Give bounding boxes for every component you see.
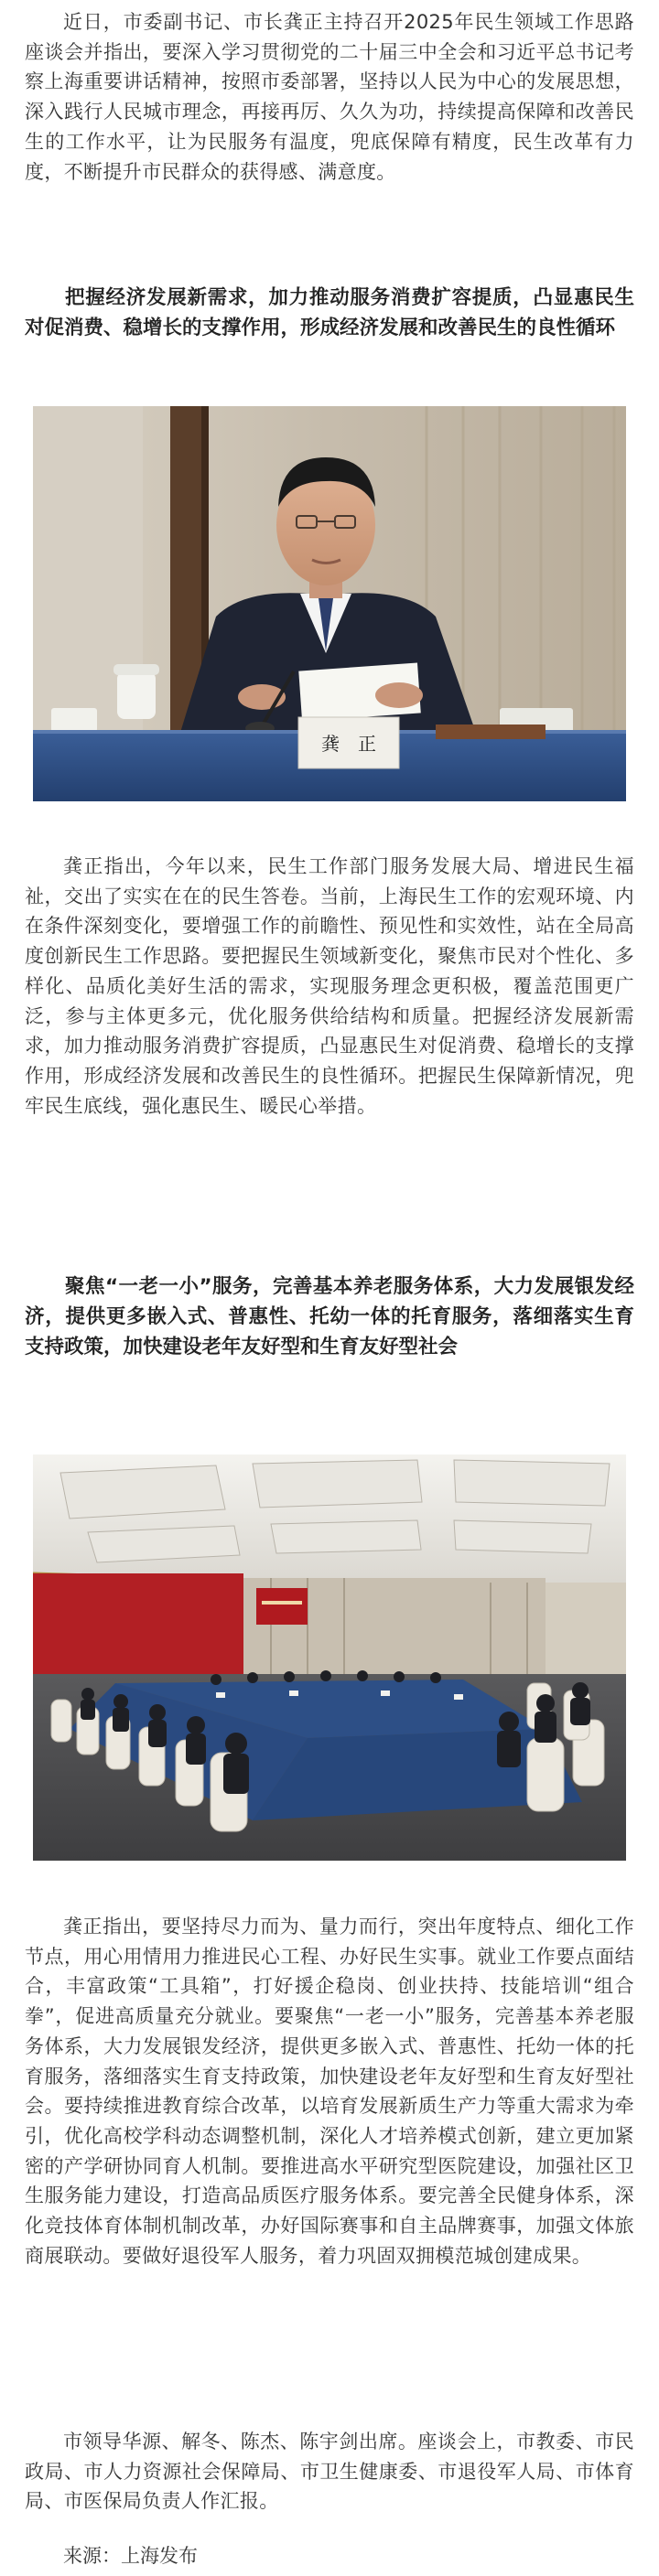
- paragraph-review: 龚正指出，今年以来，民生工作部门服务发展大局、增进民生福祉，交出了实实在在的民生答卷。当前，上海民生工作的宏观环境、内在条件深刻变化，要增强工作的前瞻性、预见性和实效性，站在全局高度创新民生工作思路。要把握民生领域新变化，聚焦市民对个性化、多样化、品质化美好生活的需求，实现服务理念更积极，覆盖范围更广泛，参与主体更多元，优化服务供给结构和质量。把握经济发展新需求，加力推动服务消费扩容提质，凸显惠民生对促消费、稳增长的支撑作用，形成经济发展和改善民生的良性循环。把握民生保障新情况，兜牢民生底线，强化惠民生、暖民心举措。: [25, 855, 634, 1117]
- nameplate-text: 龚 正: [321, 733, 376, 755]
- photo-meeting-room: [33, 1454, 626, 1861]
- section-heading-economy: 把握经济发展新需求，加力推动服务消费扩容提质，凸显惠民生对促消费、稳增长的支撑作用，形成经济发展和改善民生的良性循环: [25, 286, 634, 339]
- section-heading-elderly-children: 聚焦“一老一小”服务，完善基本养老服务体系，大力发展银发经济，提供更多嵌入式、普惠性、托幼一体的托育服务，落细落实生育支持政策，加快建设老年友好型和生育友好型社会: [25, 1275, 634, 1358]
- source-line: 来源：上海发布: [63, 2545, 198, 2567]
- photo-gongzheng-speaking: [33, 406, 626, 801]
- photo-1-illustration: [33, 406, 626, 801]
- photo-2-illustration: [33, 1454, 626, 1861]
- intro-paragraph: 近日，市委副书记、市长龚正主持召开2025年民生领域工作思路座谈会并指出，要深入学习贯彻党的二十届三中全会和习近平总书记考察上海重要讲话精神，按照市委部署，坚持以人民为中心的发展思想，深入践行人民城市理念，再接再厉、久久为功，持续提高保障和改善民生的工作水平，让为民服务有温度，兜底保障有精度，民生改革有力度，不断提升市民群众的获得感、满意度。: [25, 11, 634, 183]
- paragraph-attendees: 市领导华源、解冬、陈杰、陈宇剑出席。座谈会上，市教委、市民政局、市人力资源社会保障局、市卫生健康委、市退役军人局、市体育局、市医保局负责人作汇报。: [25, 2431, 634, 2513]
- paragraph-tasks: 龚正指出，要坚持尽力而为、量力而行，突出年度特点、细化工作节点，用心用情用力推进民心工程、办好民生实事。就业工作要点面结合，丰富政策“工具箱”，打好援企稳岗、创业扶持、技能培训“组合拳”，促进高质量充分就业。要聚焦“一老一小”服务，完善基本养老服务体系，大力发展银发经济，提供更多嵌入式、普惠性、托幼一体的托育服务，落细落实生育支持政策，加快建设老年友好型和生育友好型社会。要持续推进教育综合改革，以培育发展新质生产力等重大需求为牵引，优化高校学科动态调整机制，深化人才培养模式创新，建立更加紧密的产学研协同育人机制。要推进高水平研究型医院建设，加强社区卫生服务能力建设，打造高品质医疗服务体系。要完善全民健身体系，深化竞技体育体制机制改革，办好国际赛事和自主品牌赛事，加强文体旅商展联动。要做好退役军人服务，着力巩固双拥模范城创建成果。: [25, 1916, 634, 2267]
